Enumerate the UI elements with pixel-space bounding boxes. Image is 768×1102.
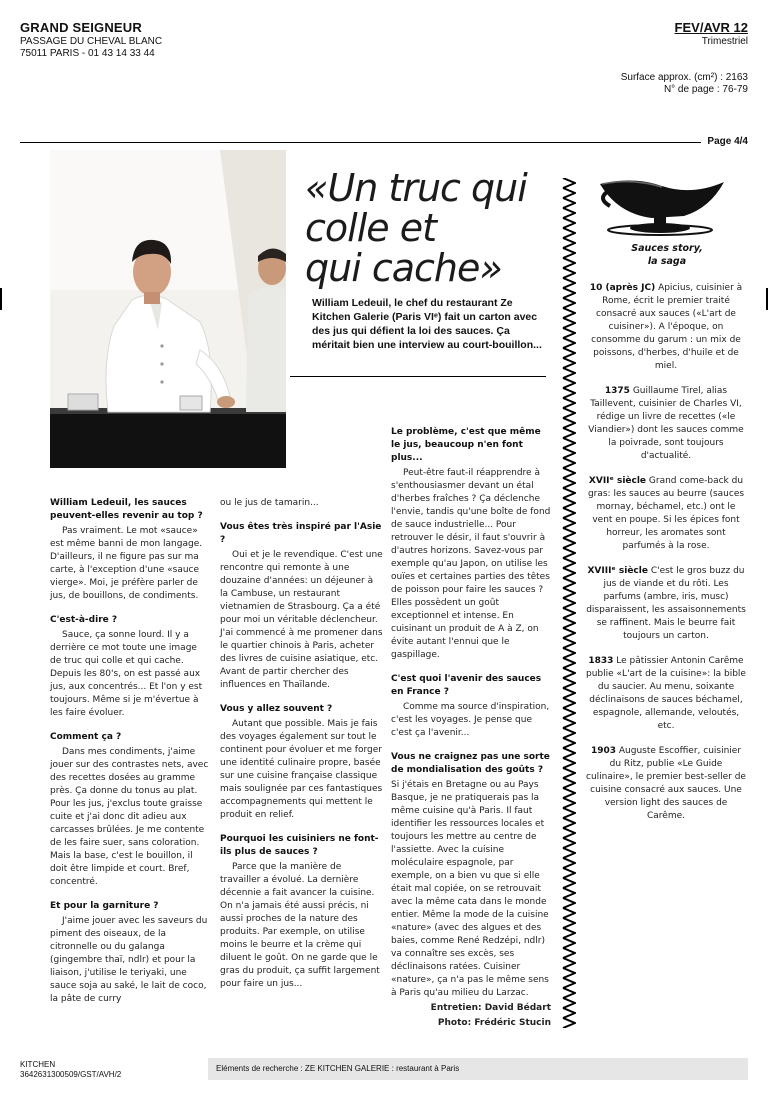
issue-info	[675, 20, 748, 48]
sauces-timeline	[586, 282, 746, 835]
photo-credit: Photo: Frédéric Stucin	[437, 1018, 551, 1028]
zigzag-divider	[562, 178, 576, 1028]
clipping-meta	[621, 72, 748, 96]
interview-answer: J'aime jouer avec les saveurs du piment des oiseaux, de la citronnelle ou du galanga (gingembre thaï, ndlr) et pour la liaison, j'utilise le teriyaki, une sauce soja au saké, le lait de coco, la pâte de curry	[50, 916, 208, 1004]
gravy-boat-icon	[592, 172, 732, 238]
clipping-code-line: KITCHEN	[20, 1060, 56, 1069]
article-column-3	[391, 426, 551, 1031]
article-lede: William Ledeuil, le chef du restaurant Ze Kitchen Galerie (Paris VIᵉ) fait un carton avec des jus qui défient la loi des sauces. Ça méritait bien une interview au court-bouillon...	[312, 297, 542, 351]
timeline-year: XVIIᵉ siècle	[588, 476, 647, 486]
timeline-item	[586, 655, 746, 733]
headline-line: «Un truc qui	[305, 166, 527, 210]
interview-answer: Sauce, ça sonne lourd. Il y a derrière ce mot toute une image de truc qui colle et qui cache. Depuis les 80's, on est passé aux jus, aux concentrés... Et l'on y est toujours. Même si je m'évertue à les faire évoluer.	[50, 630, 203, 718]
article-headline	[305, 168, 527, 288]
timeline-item	[586, 385, 746, 463]
sidebar-title-line: Sauces story,	[631, 243, 703, 254]
timeline-text: Grand come-back du gras: les sauces au beurre (sauces mornay, béchamel, etc.) ont le vent en poupe. Si les épices font horreur, les aromates sont parfumés à la rose.	[587, 476, 745, 551]
interview-answer: Peut-être faut-il réapprendre à s'enthousiasmer devant un étal d'herbes fraîches ? Ça déclenche l'envie, tandis qu'une boîte de fond de sauce industrielle... Pour retrouver le désir, il faut s'ouvrir à d'autres horizons. Savez-vous par exemple qu'au Japon, on utilise les ouïes et certaines parties des têtes de poisson pour faire les sauces ? Elles possèdent un goût exceptionnel et intense. En cuisinant un produit de A à Z, on évite autant l'ennui que le gaspillage.	[391, 468, 551, 660]
interview-question: William Ledeuil, les sauces peuvent-elles revenir au top ?	[50, 498, 203, 521]
timeline-text: Le pâtissier Antonin Carême publie «L'art de la cuisine»: la bible du saucier. Au menu, soixante déclinaisons de sauces béchamel, espagnole, allemande, veloutés, etc.	[586, 656, 746, 731]
article-column-2	[220, 497, 383, 992]
interview-question: Le problème, c'est que même le jus, beaucoup n'en font plus...	[391, 427, 541, 463]
timeline-item	[586, 565, 746, 643]
headline-line: qui cache»	[305, 246, 502, 290]
timeline-text: Auguste Escoffier, cuisinier du Ritz, publie «Le Guide culinaire», le premier best-seller de cuisine consacré aux sauces. Une version light des sauces de Carême.	[586, 746, 746, 821]
interview-question: Pourquoi les cuisiniers ne font-ils plus de sauces ?	[220, 834, 379, 857]
interview-question: Et pour la garniture ?	[50, 901, 159, 911]
interview-answer: Dans mes condiments, j'aime jouer sur des contrastes nets, avec des recettes dosées au gramme près. Ça donne du tonus au plat. Pour les jus, j'exclus toute graisse cuite et j'ai donc dit adieu aux carcasses brûlées. Je me contente de les faire suer, sans coloration. Mais la base, c'est le bouillon, il doit être limpide et court. Bref, concentré.	[50, 747, 209, 887]
surface-info: Surface approx. (cm²) : 2163	[620, 72, 748, 83]
timeline-year: 1375	[604, 386, 630, 396]
issue-date: FEV/AVR 12	[674, 20, 748, 35]
lede-rule	[290, 376, 546, 377]
timeline-text: Apicius, cuisinier à Rome, écrit le premier traité consacré aux sauces («L'art de cuisiner»). A l'époque, on consomme du garum : un mix de poissons, d'herbes, d'huile et de miel.	[591, 283, 743, 371]
edge-mark-left	[0, 288, 2, 310]
timeline-year: 1903	[590, 746, 617, 756]
interview-credit: Entretien: David Bédart	[430, 1003, 551, 1013]
clipping-code-line: 3642631300509/GST/AVH/2	[20, 1070, 122, 1079]
sidebar-title-line: la saga	[647, 256, 687, 267]
publication-name: GRAND SEIGNEUR	[20, 20, 142, 35]
interview-question: Vous y allez souvent ?	[220, 704, 333, 714]
interview-question: Vous ne craignez pas une sorte de mondialisation des goûts ?	[391, 752, 550, 775]
timeline-year: 10 (après JC)	[589, 283, 656, 293]
interview-answer: Pas vraiment. Le mot «sauce» est même banni de mon langage. D'ailleurs, il ne figure pas sur ma carte, à l'exception d'une «sauce vierge». Moi, je préfère parler de jus, de bouillons, de condiments.	[50, 526, 203, 601]
sidebar-title	[600, 242, 734, 268]
interview-answer: Autant que possible. Mais je fais des voyages également sur tout le continent pour évoluer et me forger une identité culinaire propre, basée sur une cuisine française classique mais soulignée par ces fantastiques accompagnements qui mettent le produit en relief.	[220, 719, 383, 820]
timeline-item	[586, 282, 746, 373]
interview-answer: Parce que la manière de travailler a évolué. La dernière décennie a fait avancer la cuisine. On n'a jamais été aussi précis, ni aussi proches de la nature des produits. Par exemple, on utilise moins le beurre et la crème qui diluent le goût. On ne garde que le gras du produit, ça suffit largement pour faire un jus...	[220, 862, 380, 989]
interview-question: C'est-à-dire ?	[50, 615, 118, 625]
issue-frequency: Trimestriel	[701, 36, 748, 47]
timeline-text: C'est le gros buzz du jus de viande et du rôti. Les parfums (ambre, iris, musc) disparaissent, les assaisonnements se raffinent. Mais le beurre fait toujours un carton.	[586, 566, 746, 641]
chef-photo-illustration	[50, 150, 286, 468]
clipping-code	[20, 1060, 121, 1080]
search-elements-bar: Eléments de recherche : ZE KITCHEN GALERIE : restaurant à Paris	[208, 1058, 748, 1080]
page-indicator: Page 4/4	[701, 136, 748, 147]
page-numbers: N° de page : 76-79	[663, 84, 748, 95]
publication-city-phone: 75011 PARIS - 01 43 14 33 44	[20, 48, 155, 59]
interview-answer: Comme ma source d'inspiration, c'est les voyages. Je pense que c'est ça l'avenir...	[391, 702, 550, 738]
header-rule	[20, 142, 748, 143]
article-column-1	[50, 497, 210, 1007]
interview-answer: Si j'étais en Bretagne ou au Pays Basque, je ne pratiquerais pas la même cuisine qu'à Paris. Il faut identifier les ressources locales et toujours les mettre au centre de l'assiette. Avec la cuisine moléculaire espagnole, par exemple, on a bien vu que si elle était mal copiée, on se retrouvait avec la même cata dans le monde entier. Même la mode de la cuisine «nature» (avec des algues et des baies, comme René Redzépi, ndlr) va connaître ses excès, ses déclinaisons ratées. Cuisiner «nature», ça n'a pas le même sens à Paris qu'au milieu du Larzac.	[391, 780, 549, 998]
headline-line: colle et	[305, 206, 436, 250]
interview-question: Vous êtes très inspiré par l'Asie ?	[220, 522, 382, 545]
interview-answer: ou le jus de tamarin...	[220, 498, 319, 508]
interview-answer: Oui et je le revendique. C'est une rencontre qui remonte à une douzaine d'années: un déjeuner à la Cambuse, un restaurant vietnamien de Strasbourg. Ça a été pour moi un véritable déclencheur. J'ai commencé à me promener dans le quartier chinois à Paris, acheter des livres de cuisine asiatique, etc. Avant de partir chercher des influences en Thaïlande.	[220, 550, 383, 690]
timeline-item	[586, 475, 746, 553]
chef-photo	[50, 150, 286, 468]
publication-address: PASSAGE DU CHEVAL BLANC	[20, 36, 163, 47]
interview-question: Comment ça ?	[50, 732, 122, 742]
timeline-text: Guillaume Tirel, alias Taillevent, cuisinier de Charles VI, rédige un livre de recettes («le Viandier») dont les sauces comme la poivrade, sont toujours d'actualité.	[588, 386, 744, 461]
timeline-year: 1833	[588, 656, 614, 666]
interview-question: C'est quoi l'avenir des sauces en France ?	[391, 674, 542, 697]
timeline-year: XVIIIᵉ siècle	[587, 566, 648, 576]
publication-header	[20, 20, 162, 60]
timeline-item	[586, 745, 746, 823]
